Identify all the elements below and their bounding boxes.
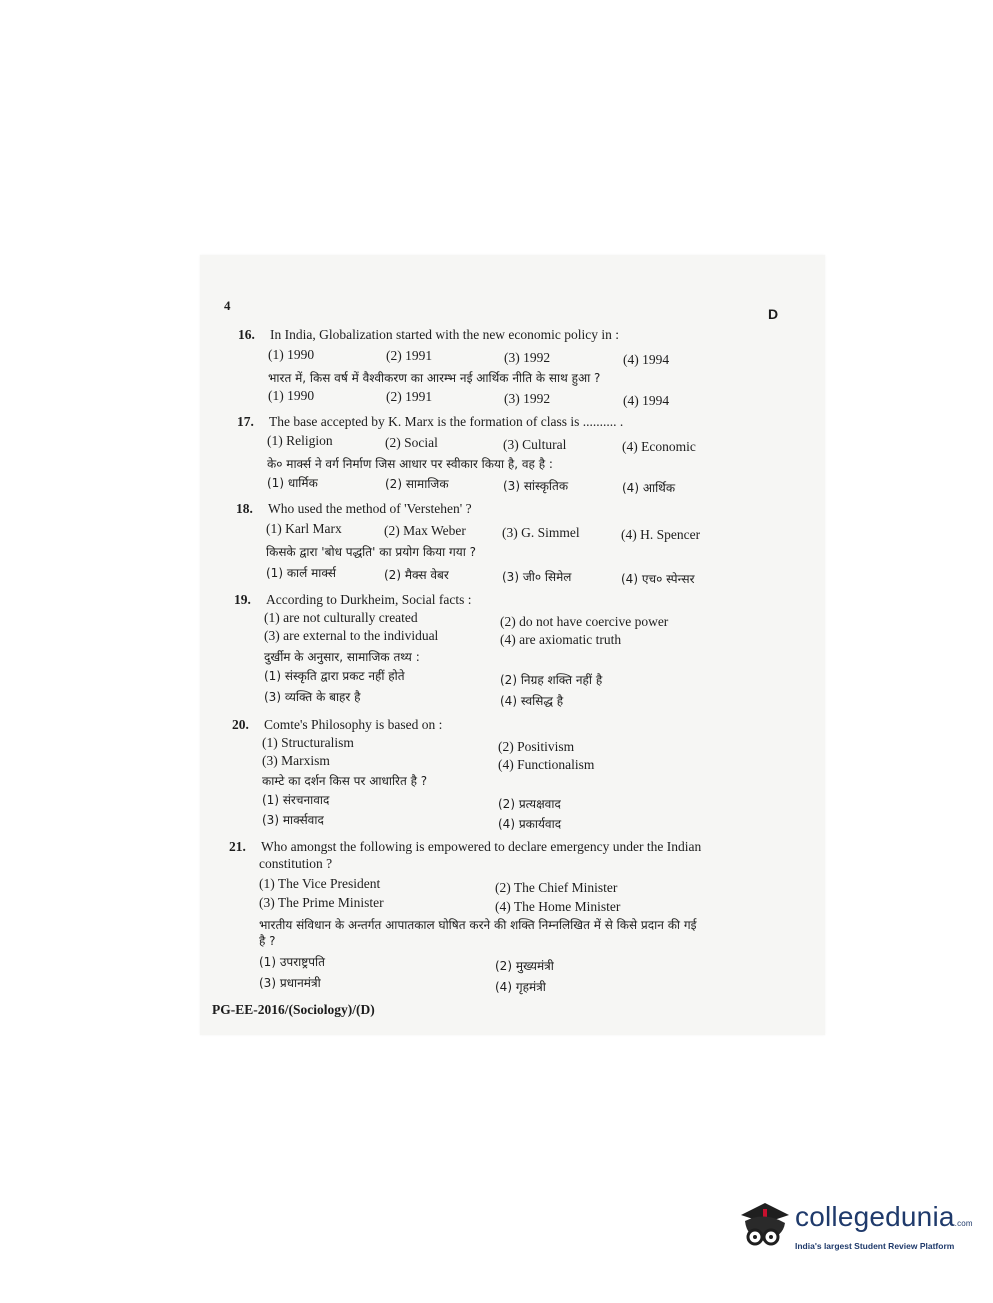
option-3-en: (3) Cultural (503, 437, 567, 452)
question-text-hi: दुर्खीम के अनुसार, सामाजिक तथ्य : (264, 650, 420, 664)
option-4-hi: (4) 1994 (623, 393, 670, 408)
option-1-hi: (1) संस्कृति द्वारा प्रकट नहीं होते (264, 669, 405, 683)
option-3-en: (3) Marxism (262, 753, 330, 768)
question-text-en: According to Durkheim, Social facts : (266, 592, 472, 607)
option-3-en: (3) 1992 (504, 350, 551, 365)
option-3-hi: (3) मार्क्सवाद (262, 813, 324, 827)
option-2-en: (2) 1991 (386, 348, 433, 363)
option-4-en: (4) The Home Minister (495, 899, 621, 914)
option-2-hi: (2) सामाजिक (385, 477, 449, 491)
option-1-en: (1) The Vice President (259, 876, 381, 891)
question-text-en: Who used the method of 'Verstehen' ? (268, 501, 472, 516)
option-1-en: (1) Religion (267, 433, 333, 448)
option-1-en: (1) 1990 (268, 347, 315, 362)
option-2-en: (2) Max Weber (384, 523, 466, 538)
page-number: 4 (224, 298, 231, 313)
option-3-hi: (3) व्यक्ति के बाहर है (264, 690, 361, 704)
option-3-en: (3) are external to the individual (264, 628, 439, 643)
option-2-hi: (2) 1991 (386, 389, 433, 404)
option-3-hi: (3) जी० सिमेल (502, 570, 572, 584)
question-number: 19. (234, 592, 251, 607)
question-text-hi: काम्टे का दर्शन किस पर आधारित है ? (262, 774, 428, 788)
question-number: 18. (236, 501, 253, 516)
series-code: D (768, 306, 779, 322)
option-4-hi: (4) आर्थिक (622, 481, 676, 495)
option-1-hi: (1) उपराष्ट्रपति (259, 955, 325, 969)
option-1-hi: (1) धार्मिक (267, 476, 318, 490)
question-text-en: In India, Globalization started with the new economic policy in : (270, 327, 620, 342)
question-20 (232, 716, 792, 836)
option-1-en: (1) Structuralism (262, 735, 354, 750)
page-footer: PG-EE-2016/(Sociology)/(D) (212, 1002, 375, 1017)
question-text-hi: किसके द्वारा 'बोध पद्धति' का प्रयोग किया गया ? (266, 545, 477, 559)
option-3-en: (3) G. Simmel (502, 525, 580, 540)
question-16 (238, 326, 798, 416)
question-text-hi: के० मार्क्स ने वर्ग निर्माण जिस आधार पर स्वीकार किया है, वह है : (267, 457, 553, 471)
question-text-en: The base accepted by K. Marx is the formation of class is .......... . (269, 414, 624, 429)
option-2-hi: (2) निग्रह शक्ति नहीं है (500, 673, 603, 687)
option-4-hi: (4) स्वसिद्ध है (500, 694, 564, 708)
question-text-hi: भारतीय संविधान के अन्तर्गत आपातकाल घोषित करने की शक्ति निम्नलिखित में से किसे प्रदान की गई (259, 918, 697, 932)
option-1-hi: (1) कार्ल मार्क्स (266, 566, 336, 580)
question-number: 16. (238, 327, 255, 342)
question-text-hi: भारत में, किस वर्ष में वैश्वीकरण का आरम्भ नई आर्थिक नीति के साथ हुआ ? (268, 371, 601, 385)
question-text-en-cont: constitution ? (259, 856, 333, 871)
option-2-hi: (2) मुख्यमंत्री (495, 959, 554, 973)
option-1-hi: (1) संरचनावाद (262, 793, 330, 807)
option-2-en: (2) do not have coercive power (500, 614, 669, 629)
question-number: 21. (229, 839, 246, 854)
option-3-hi: (3) प्रधानमंत्री (259, 976, 321, 990)
question-18 (236, 500, 796, 590)
question-17 (237, 413, 797, 503)
option-3-en: (3) The Prime Minister (259, 895, 384, 910)
option-2-hi: (2) मैक्स वेबर (384, 568, 449, 582)
option-2-en: (2) The Chief Minister (495, 880, 618, 895)
option-3-hi: (3) सांस्कृतिक (503, 479, 569, 493)
mascot-icon (733, 1197, 793, 1257)
option-4-en: (4) Economic (622, 439, 696, 454)
logo-suffix: .com (954, 1219, 973, 1228)
option-4-hi: (4) एच० स्पेन्सर (621, 572, 695, 586)
option-2-en: (2) Social (385, 435, 438, 450)
option-2-hi: (2) प्रत्यक्षवाद (498, 797, 561, 811)
option-1-hi: (1) 1990 (268, 388, 315, 403)
question-21 (229, 838, 789, 998)
question-text-hi-cont: है ? (259, 934, 276, 948)
option-4-en: (4) Functionalism (498, 757, 595, 772)
question-number: 20. (232, 717, 249, 732)
option-2-en: (2) Positivism (498, 739, 575, 754)
option-1-en: (1) Karl Marx (266, 521, 342, 536)
option-4-en: (4) H. Spencer (621, 527, 701, 542)
collegedunia-logo (733, 1197, 973, 1259)
option-4-en: (4) are axiomatic truth (500, 632, 622, 647)
question-19 (234, 591, 794, 711)
question-text-en: Comte's Philosophy is based on : (264, 717, 443, 732)
option-4-hi: (4) गृहमंत्री (495, 980, 546, 994)
option-4-hi: (4) प्रकार्यवाद (498, 817, 562, 831)
option-4-en: (4) 1994 (623, 352, 670, 367)
logo-tagline: India's largest Student Review Platform (795, 1241, 955, 1251)
option-1-en: (1) are not culturally created (264, 610, 418, 625)
question-text-en: Who amongst the following is empowered to declare emergency under the Indian (261, 839, 702, 854)
option-3-hi: (3) 1992 (504, 391, 551, 406)
logo-name: collegedunia (795, 1201, 955, 1232)
question-number: 17. (237, 414, 254, 429)
